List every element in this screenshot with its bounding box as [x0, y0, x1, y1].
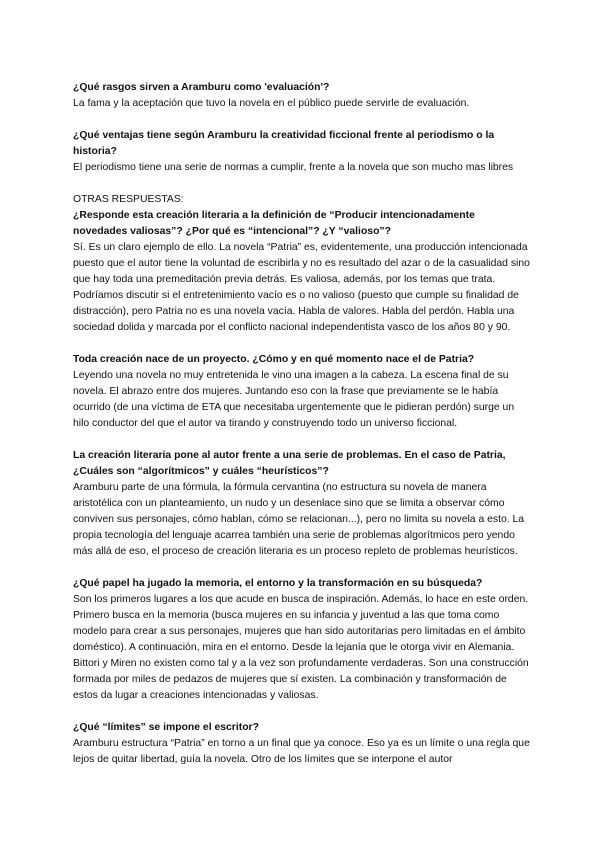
- answer-paragraph: Sí. Es un claro ejemplo de ello. La novela “Patria” es, evidentemente, una producción intencionada puesto que el autor tiene la voluntad de escribirla y no es resultado del azar o de la casualidad sino que hay toda una premeditación previa detrás. Es valiosa, además, por los temas que trata. Podríamos discutir si el entretenimiento vacío es o no valioso (puesto que cumple su finalidad de distracción), pero Patria no es una novela vacía. Habla de valores. Habla del perdón. Habla una sociedad dolida y marcada por el conflicto nacional independentista vasco de los años 80 y 90.: [73, 242, 530, 333]
- question-heading: Toda creación nace de un proyecto. ¿Cómo y en qué momento nace el de Patria?: [73, 354, 475, 365]
- qa-block: [73, 128, 531, 176]
- answer-paragraph: Aramburu parte de una fórmula, la fórmula cervantina (no estructura su novela de manera aristotélica con un planteamiento, un nudo y un desenlace sino que se limita a observar cómo conviven sus personajes, cómo hablan, cómo se relacionan...), pero no limita su novela a esto. La propia tecnología del lenguaje acarrea también una serie de problemas algorítmicos pero yendo más allá de eso, el proceso de creación literaria es un proceso repleto de problemas heurísticos.: [73, 482, 525, 557]
- answer-paragraph: La fama y la aceptación que tuvo la novela en el público puede servirle de evaluación.: [73, 98, 470, 109]
- document-page: [73, 80, 531, 784]
- qa-block: [73, 352, 531, 432]
- answer-paragraph: Aramburu estructura “Patria” en torno a un final que ya conoce. Eso ya es un límite o una regla que lejos de quitar libertad, guía la novela. Otro de los límites que se interpone el autor: [73, 738, 530, 765]
- question-heading: ¿Qué ventajas tiene según Aramburu la creatividad ficcional frente al periodismo o la historia?: [73, 130, 495, 157]
- qa-block: [73, 720, 531, 768]
- qa-block: [73, 192, 531, 336]
- question-heading: ¿Qué papel ha jugado la memoria, el entorno y la transformación en su búsqueda?: [73, 578, 483, 589]
- qa-block: [73, 576, 531, 704]
- question-heading: ¿Qué “límites” se impone el escritor?: [73, 722, 259, 733]
- question-heading: La creación literaria pone al autor frente a una serie de problemas. En el caso de Patria, ¿Cuáles son “algorítmicos” y cuáles “heurísticos”?: [73, 450, 506, 477]
- answer-paragraph: Leyendo una novela no muy entretenida le vino una imagen a la cabeza. La escena final de su novela. El abrazo entre dos mujeres. Juntando eso con la frase que previamente se le había ocurrido (de una víctima de ETA que necesitaba urgentemente que le pidieran perdón) surge un hilo conductor del que el autor va tirando y construyendo todo un universo ficcional.: [73, 370, 515, 429]
- qa-block: [73, 448, 531, 560]
- qa-block: [73, 80, 531, 112]
- question-heading: ¿Qué rasgos sirven a Aramburu como 'evaluación'?: [73, 82, 330, 93]
- answer-paragraph: El periodismo tiene una serie de normas a cumplir, frente a la novela que son mucho mas libres: [73, 162, 514, 173]
- other-answers-label: OTRAS RESPUESTAS:: [73, 194, 184, 205]
- answer-paragraph: Son los primeros lugares a los que acude en busca de inspiración. Además, lo hace en este orden. Primero busca en la memoria (busca mujeres en su infancia y juventud a las que toma como modelo para crear a sus personajes, mujeres que han sido autoritarias pero limitadas en el ámbito doméstico). A continuación, mira en el entorno. Desde la lejanía que le otorga vivir en Alemania. Bittori y Miren no existen como tal y a la vez son profundamente verdaderas. Son una construcción formada por miles de pedazos de mujeres que sí existen. La combinación y transformación de estos da lugar a creaciones intencionadas y valiosas.: [73, 594, 529, 701]
- question-heading: ¿Responde esta creación literaria a la definición de “Producir intencionadamente novedades valiosas”? ¿Por qué es “intencional”? ¿Y “valioso”?: [73, 210, 475, 237]
